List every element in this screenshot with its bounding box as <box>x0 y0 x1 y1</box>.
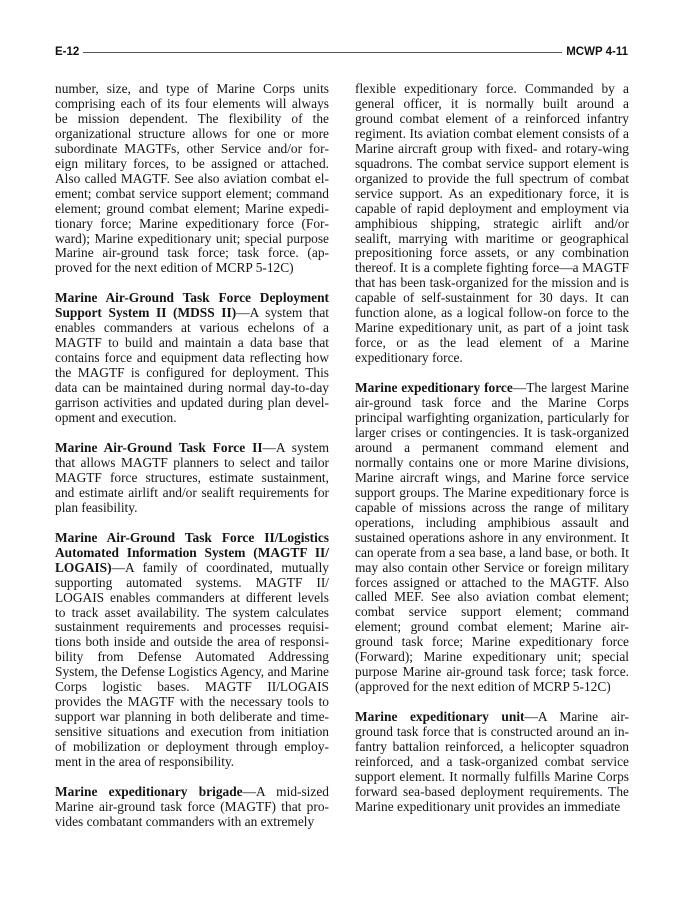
entry-term: Marine expeditionary brigade <box>55 783 243 799</box>
glossary-entry <box>55 441 329 516</box>
continued-paragraph: number, size, and type of Marine Corps units comprising each of its four elements will always be mission dependent. The flexibility of the organizational structure allows for one or more subordinate MAGTFs, other Service and/or foreign military forces, to be assigned or attached. Also called MAGTF. See also aviation combat element; combat service support element; command element; ground combat element; Marine expeditionary force; Marine expeditionary force (Forward); Marine expeditionary unit; special purpose Marine air-ground task force; task force. (approved for the next edition of MCRP 5-12C) <box>55 81 329 276</box>
entry-definition: —A family of coordinated, mutually supporting automated systems. MAGTF II/ LOGAIS enables commanders at different levels to track asset availability. The system calculates sustainment requirements and processes requisitions both inside and outside the area of responsibility from Defense Automated Addressing System, the Defense Logistics Agency, and Marine Corps logistic bases. MAGTF II/LOGAIS provides the MAGTF with the necessary tools to support war planning in both deliberate and time-sensitive situations and execution from initiation of mobilization or deployment through employment in the area of responsibility. <box>55 559 329 770</box>
entry-term: Marine expeditionary force <box>355 380 513 396</box>
publication-id: MCWP 4-11 <box>566 46 628 58</box>
entry-definition: —A system that enables commanders at various echelons of a MAGTF to build and maintain a data base that contains force and equipment data reflecting how the MAGTF is configured for deployment. This data can be maintained during normal day-to-day garrison activities and updated during plan development and execution. <box>55 305 329 426</box>
right-column <box>355 82 629 830</box>
entry-definition: —A mid-sized Marine air-ground task force (MAGTF) that provides combatant commanders with an extremely <box>55 783 329 829</box>
entry-term: Marine expeditionary unit <box>355 709 525 725</box>
glossary-entry <box>355 710 629 815</box>
continued-paragraph: flexible expeditionary force. Commanded by a general officer, it is normally built around a ground combat element of a reinforced infantry regiment. Its aviation combat element consists of a Marine aircraft group with fixed- and rotary-wing squadrons. The combat service support element is organized to provide the full spectrum of combat service support. As an expeditionary force, it is capable of rapid deployment and employment via amphibious shipping, strategic airlift and/or sealift, marrying with maritime or geographical prepositioning force assets, or any combination thereof. It is a complete fighting force—a MAGTF that has been task-organized for the mission and is capable of self-sustainment for 30 days. It can function alone, as a logical follow-on force to the Marine expeditionary unit, as part of a joint task force, or as the lead element of a Marine expeditionary force. <box>355 81 629 366</box>
entry-term: Marine Air-Ground Task Force II/Logistics Automated Information System (MAGTF II/ LOGAIS) <box>55 529 329 575</box>
page-number: E-12 <box>55 46 80 58</box>
glossary-entry <box>55 531 329 770</box>
left-column <box>55 82 329 845</box>
entry-definition: —A system that allows MAGTF planners to select and tailor MAGTF force structures, estimate sustainment, and estimate airlift and/or sealift requirements for plan feasibility. <box>55 439 329 515</box>
header-rule <box>83 52 562 53</box>
running-header <box>55 44 628 60</box>
entry-definition: —A Marine air-ground task force that is constructed around an infantry battalion reinforced, a helicopter squadron reinforced, and a task-organized combat service support element. It normally fulfills Marine Corps forward sea-based deployment requirements. The Marine expeditionary unit provides an immediate <box>355 709 630 814</box>
entry-term: Marine Air-Ground Task Force Deployment Support System II (MDSS II) <box>55 290 329 321</box>
glossary-entry <box>355 381 629 695</box>
glossary-entry <box>55 291 329 426</box>
entry-definition: —The largest Marine air-ground task force and the Marine Corps principal warfighting organization, particularly for larger crises or contingencies. It is task-organized around a permanent command element and normally contains one or more Marine divisions, Marine aircraft wings, and Marine force service support groups. The Marine expeditionary force is capable of missions across the range of military operations, including amphibious assault and sustained operations ashore in any environment. It can operate from a sea base, a land base, or both. It may also contain other Service or foreign military forces assigned or attached to the MAGTF. Also called MEF. See also aviation combat element; combat service support element; command element; ground combat element; Marine air-ground task force; Marine expeditionary force (Forward); Marine expeditionary unit; special purpose Marine air-ground task force; task force. (approved for the next edition of MCRP 5-12C) <box>355 380 629 695</box>
entry-term: Marine Air-Ground Task Force II <box>55 439 263 455</box>
glossary-entry <box>55 785 329 830</box>
